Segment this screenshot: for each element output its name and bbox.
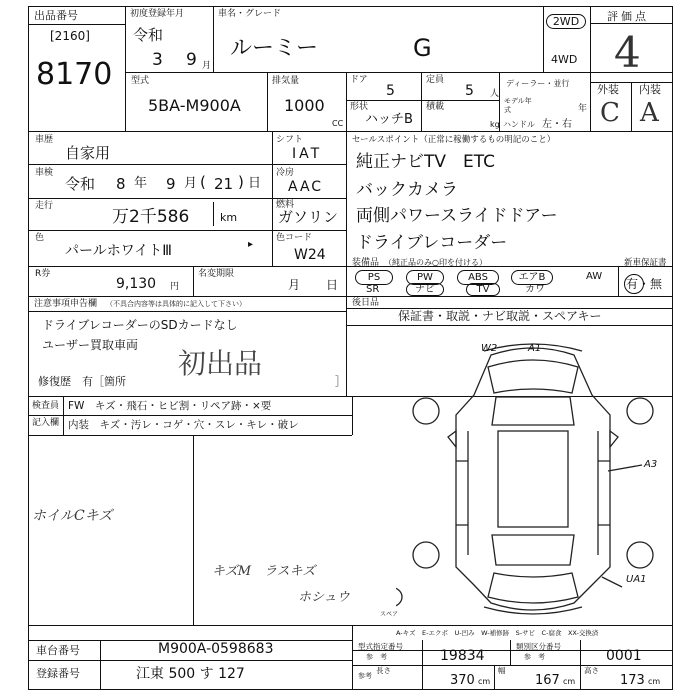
height-label: 高さ — [584, 666, 599, 675]
car-name-label: 車名・グレード — [218, 9, 282, 19]
sales-point-4: ドライブレコーダー — [356, 233, 508, 253]
recycle-unit: 円 — [170, 282, 180, 292]
equip-pw: PW — [406, 270, 444, 285]
first-reg-label: 初度登録年月 — [130, 9, 185, 19]
capacity-value: 5 — [465, 83, 474, 99]
new-warranty-value: 有・無 — [626, 277, 663, 291]
dealer-label: ディーラー・並行 — [506, 79, 570, 88]
drive-4wd: 4WD — [551, 53, 578, 66]
inspection-month-unit: 月 — [184, 176, 198, 191]
color-code-label: 色コード — [276, 233, 313, 243]
equip-tv: TV — [466, 283, 500, 296]
handle-value: 左・右 — [542, 119, 572, 130]
diagram-a3: A3 — [644, 459, 658, 470]
sales-point-2: バックカメラ — [356, 180, 458, 200]
fuel-label: 燃料 — [276, 200, 295, 210]
note-rust: ホシュウ — [298, 590, 350, 605]
score-value: 4 — [614, 28, 641, 77]
class-no-sub: 参 考 — [524, 653, 545, 661]
color-code: W24 — [294, 247, 326, 263]
recycle-value: 9,130 — [116, 276, 157, 292]
equip-navi: ナビ — [406, 283, 444, 296]
equip-ps: PS — [355, 270, 393, 285]
mileage-value: 万2千586 — [112, 207, 190, 227]
chassis-value: M900A-0598683 — [158, 641, 274, 657]
height-unit: cm — [648, 677, 661, 686]
note-scratch-m: キズM ラスキズ — [212, 564, 316, 579]
first-reg-year: 3 — [152, 50, 163, 70]
inspection-label: 車検 — [35, 168, 54, 178]
lot-number: 8170 — [36, 57, 113, 92]
lot-code: [2160] — [50, 29, 90, 43]
width-label: 幅 — [498, 666, 506, 675]
color-label: 色 — [35, 233, 45, 243]
mileage-label: 走行 — [35, 201, 54, 211]
car-grade: G — [413, 34, 432, 62]
wheel-front-right — [627, 398, 653, 424]
model-year-unit: 年 — [578, 104, 588, 114]
handwritten-first-listing: 初出品 — [178, 347, 263, 380]
class-no-value: 0001 — [606, 648, 642, 664]
interior-score: A — [640, 98, 659, 128]
equip-airbag: エアB — [511, 270, 553, 285]
inspection-month: 9 — [166, 175, 176, 193]
repair-history-end: ］ — [335, 375, 346, 388]
fuel-value: ガソリン — [278, 208, 339, 226]
deadline-day: 日 — [326, 278, 339, 292]
drive-2wd: 2WD — [546, 14, 586, 29]
length-unit: cm — [478, 677, 491, 686]
lot-label: 出品番号 — [34, 9, 78, 22]
inspection-day-open: ( — [200, 173, 206, 191]
shift-value: IAT — [292, 146, 323, 162]
first-reg-month-unit: 月 — [202, 61, 212, 71]
type-no-label: 型式指定番号 — [358, 642, 403, 651]
roof — [498, 431, 568, 527]
wheel-rear-left — [413, 542, 439, 568]
spare-tire — [396, 587, 402, 607]
inspector-row-2: 内装 キズ・汚レ・コゲ・穴・スレ・キレ・破レ — [68, 419, 299, 431]
sales-points-label: セールスポイント（正常に稼働するもの明記のこと） — [352, 135, 556, 145]
model-year-label: モデル年式 — [504, 97, 532, 114]
interior-label: 内装 — [639, 83, 661, 96]
equip-aw: AW — [586, 271, 603, 282]
inspection-day: 21 — [214, 175, 234, 193]
inspection-year: 8 — [116, 175, 126, 193]
inspection-era: 令和 — [65, 175, 96, 193]
doors-value: 5 — [386, 83, 395, 99]
equipment-note: （純正品のみ○印を付ける） — [384, 258, 487, 267]
capacity-unit: 人 — [490, 89, 500, 99]
diagram-a1-top: A1 — [528, 343, 542, 354]
model-value: 5BA-M900A — [148, 96, 241, 115]
recycle-label: R券 — [35, 269, 51, 279]
car-name: ルーミー — [230, 36, 319, 61]
load-unit: kg — [490, 120, 500, 129]
notes-sub: （不具合内容等は具体的に記入して下さい） — [106, 300, 246, 308]
equipment-label: 装備品 — [352, 258, 380, 268]
handle-label: ハンドル — [503, 120, 535, 129]
width-value: 167 — [535, 673, 560, 688]
displacement-unit: CC — [332, 119, 344, 128]
shape-value: ハッチB — [365, 112, 413, 127]
deadline-month: 月 — [288, 278, 301, 292]
after-items-value: 保証書・取説・ナビ取説・スペアキー — [398, 309, 602, 323]
legend: A-キズ E-エクボ U-凹み W-補修跡 S-サビ C-腐食 XX-交換済 — [396, 629, 599, 637]
aircon-label: 冷房 — [276, 168, 295, 178]
wheel-rear-right — [627, 542, 653, 568]
note-line-2: ユーザー買取車両 — [42, 338, 139, 352]
plate-value: 江東 500 す 127 — [136, 666, 245, 682]
repair-history: 修復歴 有［箇所 — [38, 375, 126, 388]
wheel-front-left — [413, 398, 439, 424]
inspector-label-2: 記入欄 — [32, 418, 60, 428]
diagram-ua1: UA1 — [626, 574, 647, 585]
plate-label: 登録番号 — [36, 667, 80, 680]
inspector-row-1: FW キズ・飛石・ヒビ割・リペア跡・×要 — [68, 400, 272, 412]
class-no-label: 類別区分番号 — [516, 642, 561, 651]
displacement-label: 排気量 — [272, 76, 300, 86]
load-label: 積載 — [426, 102, 445, 112]
capacity-label: 定員 — [426, 75, 445, 85]
mileage-unit: km — [220, 211, 238, 224]
after-items-label: 後日品 — [352, 298, 380, 308]
length-value: 370 — [450, 673, 475, 688]
diagram-spare: スペア — [380, 611, 399, 618]
height-value: 173 — [620, 673, 645, 688]
diagram-w2: W2 — [481, 343, 498, 354]
chassis-label: 車台番号 — [36, 644, 80, 657]
notes-header: 注意事項申告欄 — [34, 299, 98, 309]
note-wheel-scratch: ホイルCキズ — [32, 508, 113, 524]
shift-label: シフト — [276, 135, 304, 145]
equip-sr: SR — [366, 284, 380, 295]
inspection-day-unit: 日 — [248, 176, 262, 191]
body-outline — [456, 348, 610, 610]
shape-label: 形状 — [350, 102, 369, 112]
deadline-label: 名変期限 — [198, 269, 235, 279]
score-label: 評価点 — [607, 10, 649, 23]
exterior-score: C — [600, 98, 620, 128]
aircon-value: AAC — [288, 179, 324, 195]
width-unit: cm — [563, 677, 576, 686]
color-code-tick: ▸ — [248, 239, 254, 250]
sales-point-1: 純正ナビTV ETC — [356, 152, 496, 172]
inspection-year-unit: 年 — [134, 176, 148, 191]
sales-point-3: 両側パワースライドドアー — [356, 206, 558, 226]
equip-abs: ABS — [457, 270, 499, 285]
length-label: 長さ — [376, 666, 391, 675]
color-value: パールホワイトⅢ — [65, 243, 172, 259]
first-reg-era: 令和 — [133, 26, 164, 44]
doors-label: ドア — [350, 75, 368, 85]
dims-ref: 参考 — [358, 672, 372, 680]
first-reg-month: 9 — [186, 50, 197, 70]
inspector-label-1: 検査員 — [32, 401, 60, 411]
equip-leather: カワ — [525, 284, 545, 295]
new-warranty-label: 新車保証書 — [624, 258, 667, 268]
inspection-day-close: ) — [238, 173, 244, 191]
exterior-label: 外装 — [597, 83, 619, 96]
history-value: 自家用 — [65, 144, 111, 162]
model-label: 型式 — [131, 76, 150, 86]
new-warranty-circle — [624, 274, 644, 294]
type-no-sub: 参 考 — [366, 653, 387, 661]
history-label: 車歴 — [35, 135, 54, 145]
rear-window — [492, 535, 574, 565]
note-line-1: ドライブレコーダーのSDカードなし — [42, 318, 238, 332]
front-windshield — [488, 360, 578, 393]
displacement-value: 1000 — [284, 96, 325, 115]
type-no-value: 19834 — [440, 648, 485, 664]
